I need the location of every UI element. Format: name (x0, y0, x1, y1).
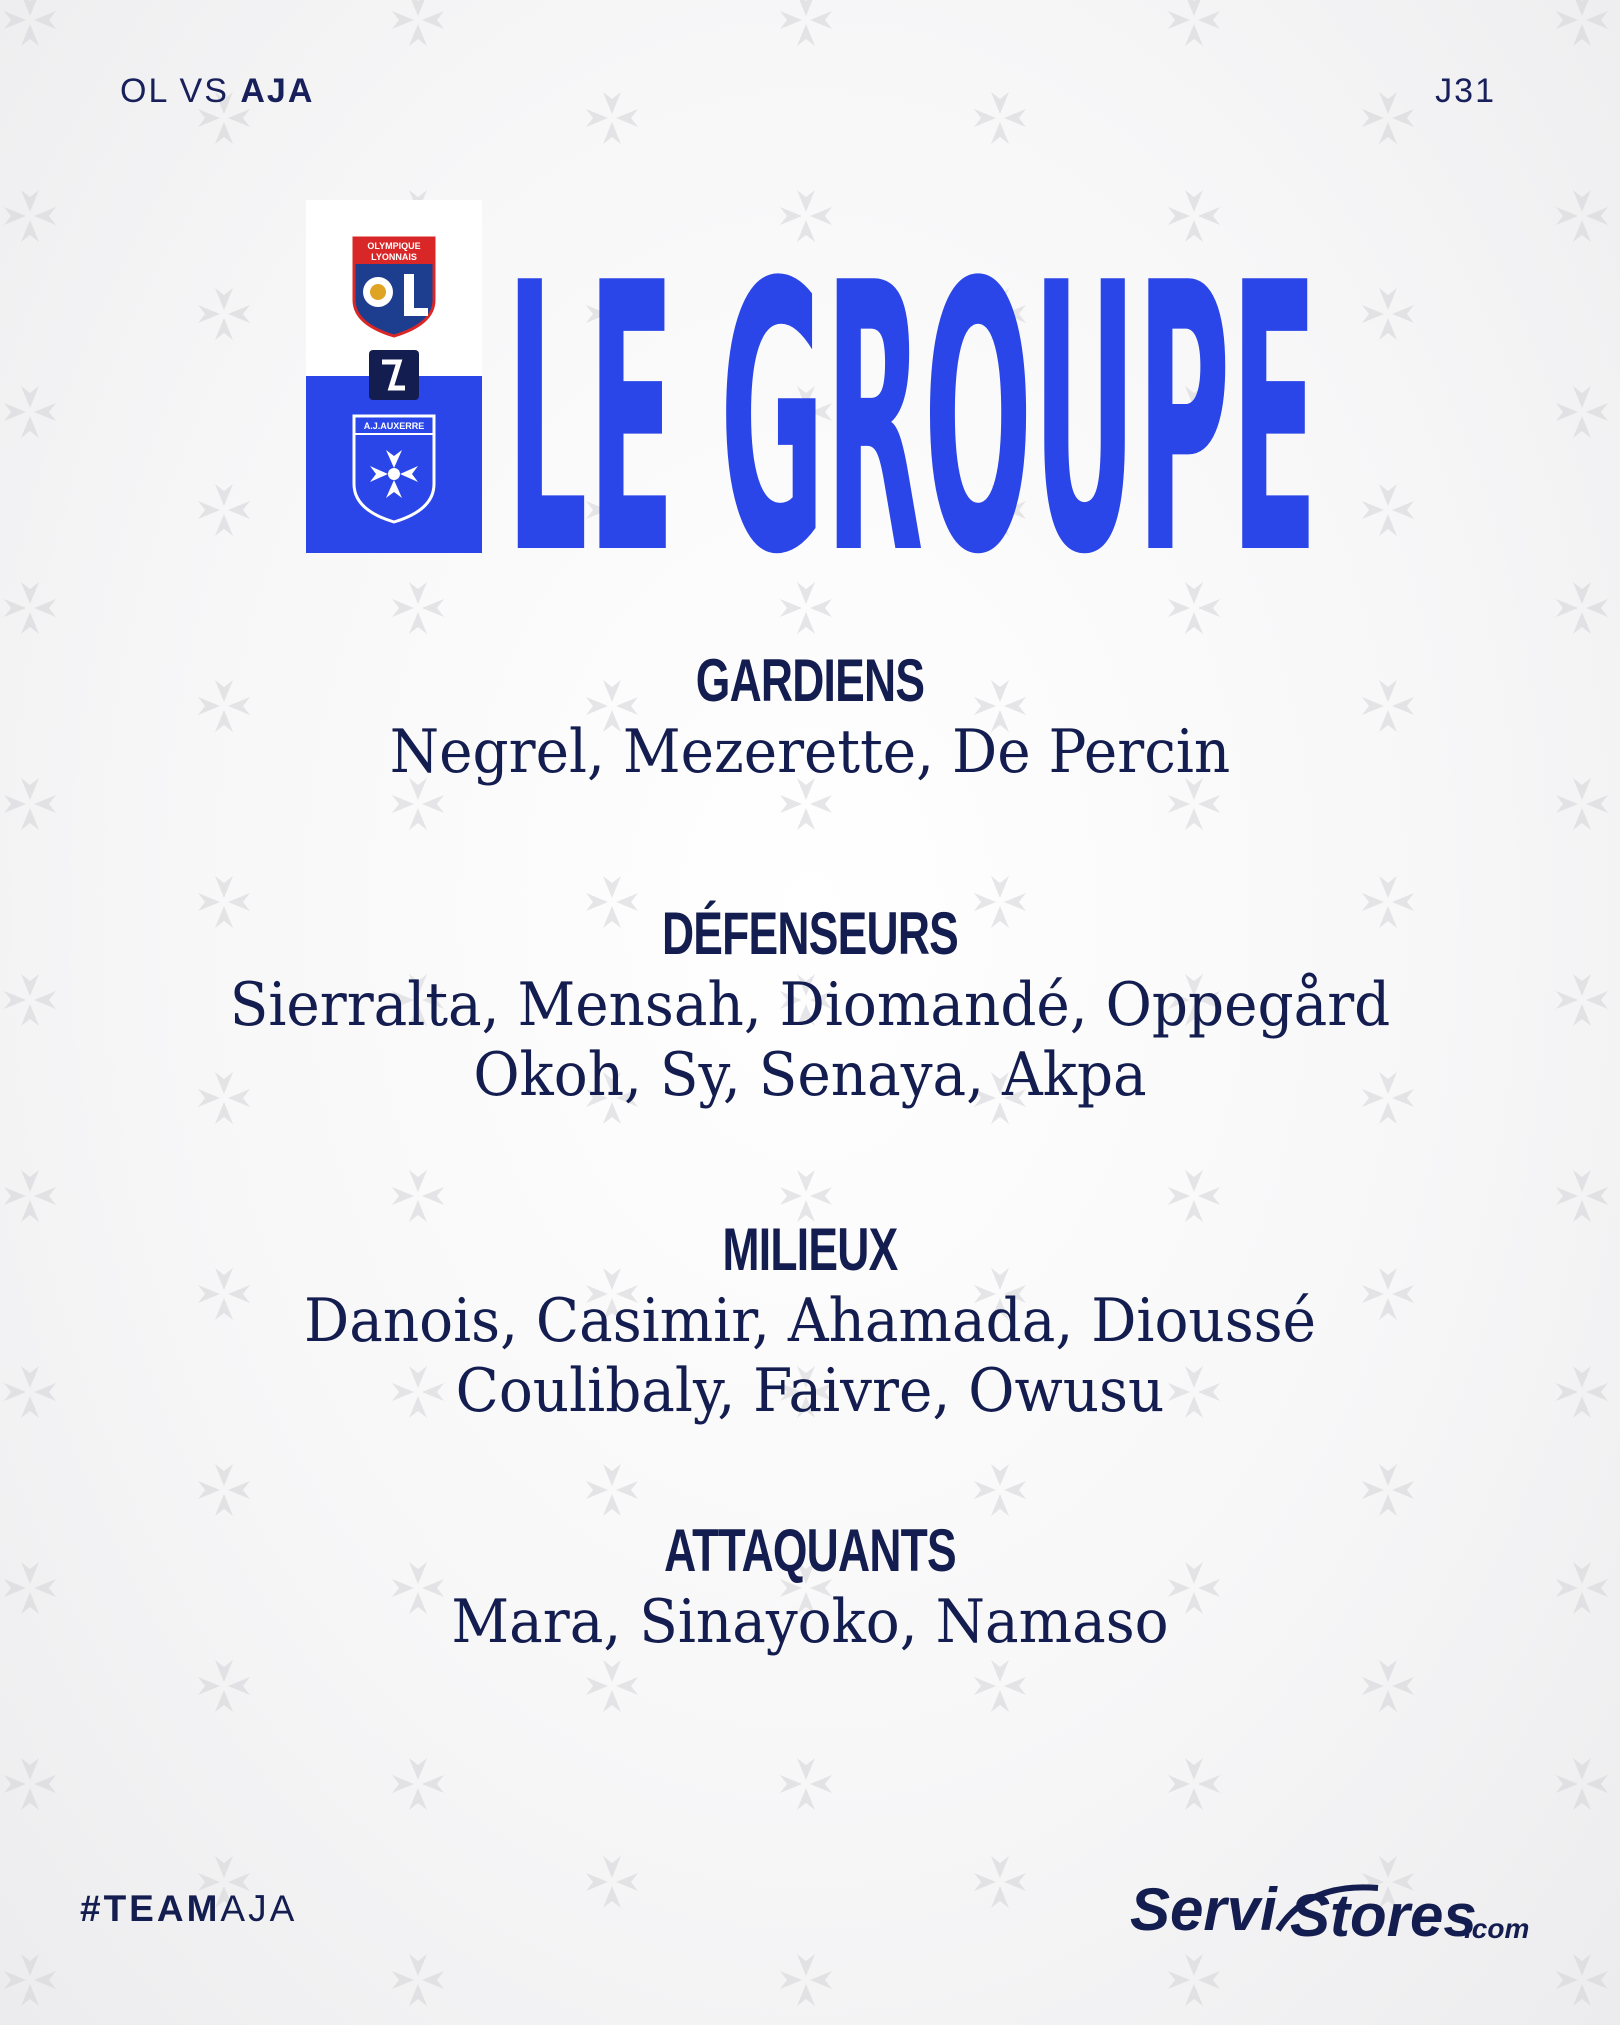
maltese-cross-icon (0, 380, 62, 444)
olympique-lyonnais-crest-icon (350, 234, 438, 338)
away-team-label: AJA (240, 72, 315, 110)
player-list-line: Mara, Sinayoko, Namaso (451, 1587, 1169, 1657)
maltese-cross-icon (192, 1654, 256, 1718)
maltese-cross-icon (774, 0, 838, 52)
maltese-cross-icon (1356, 1654, 1420, 1718)
section-defenseurs (0, 898, 1620, 1110)
maltese-cross-icon (192, 478, 256, 542)
maltese-cross-icon (386, 1948, 450, 2012)
maltese-cross-icon (580, 1654, 644, 1718)
maltese-cross-icon (1162, 1752, 1226, 1816)
section-heading: ATTAQUANTS (664, 1517, 956, 1584)
svg-text:A.J.AUXERRE: A.J.AUXERRE (363, 421, 425, 431)
maltese-cross-icon (1356, 478, 1420, 542)
maltese-cross-icon (968, 1850, 1032, 1914)
maltese-cross-icon (192, 282, 256, 346)
hashtag-bold: #TEAM (80, 1888, 221, 1929)
section-milieux (0, 1214, 1620, 1426)
maltese-cross-icon (1162, 0, 1226, 52)
maltese-cross-icon (1550, 0, 1614, 52)
section-gardiens (0, 645, 1620, 787)
section-attaquants (0, 1515, 1620, 1657)
section-heading: GARDIENS (695, 647, 925, 714)
round-label: J31 (1435, 72, 1496, 110)
section-heading: DÉFENSEURS (661, 900, 959, 967)
maltese-cross-icon (580, 1850, 644, 1914)
page-title-text: LE GROUPE (506, 206, 1318, 556)
sponsor-logo (1128, 1872, 1546, 1952)
maltese-cross-icon (386, 576, 450, 640)
maltese-cross-icon (0, 0, 62, 52)
maltese-cross-icon (1356, 282, 1420, 346)
maltese-cross-icon (774, 576, 838, 640)
match-badge (306, 200, 482, 553)
maltese-cross-icon (1550, 576, 1614, 640)
maltese-cross-icon (0, 1948, 62, 2012)
maltese-cross-icon (1550, 1752, 1614, 1816)
player-list-line: Negrel, Mezerette, De Percin (389, 717, 1231, 787)
player-list-line: Sierralta, Mensah, Diomandé, Oppegård (229, 970, 1391, 1040)
hashtag (80, 1888, 297, 1930)
maltese-cross-icon (386, 0, 450, 52)
match-label (120, 72, 314, 111)
svg-text:OLYMPIQUE: OLYMPIQUE (367, 241, 421, 251)
maltese-cross-icon (968, 1654, 1032, 1718)
maltese-cross-icon (1550, 184, 1614, 248)
section-heading: MILIEUX (722, 1216, 898, 1283)
home-team-label: OL VS (120, 72, 229, 110)
sponsor-word-1: Servi (1130, 1876, 1277, 1943)
hashtag-light: AJA (220, 1888, 298, 1929)
ligue-1-icon (367, 348, 421, 402)
maltese-cross-icon (192, 1458, 256, 1522)
maltese-cross-icon (1550, 380, 1614, 444)
sponsor-word-2: Stores (1290, 1882, 1477, 1949)
aj-auxerre-crest-icon (350, 412, 438, 524)
maltese-cross-icon (0, 1752, 62, 1816)
sponsor-suffix: .com (1464, 1913, 1530, 1944)
page-title (506, 196, 1326, 556)
maltese-cross-icon (1162, 576, 1226, 640)
maltese-cross-icon (1356, 1458, 1420, 1522)
svg-text:LYONNAIS: LYONNAIS (371, 252, 417, 262)
maltese-cross-icon (774, 1948, 838, 2012)
player-list-line: Danois, Casimir, Ahamada, Dioussé (303, 1286, 1317, 1356)
maltese-cross-icon (0, 576, 62, 640)
player-list-line: Coulibaly, Faivre, Owusu (455, 1356, 1165, 1426)
maltese-cross-icon (1550, 1948, 1614, 2012)
maltese-cross-icon (580, 1458, 644, 1522)
maltese-cross-icon (968, 1458, 1032, 1522)
player-list-line: Okoh, Sy, Senaya, Akpa (473, 1040, 1147, 1110)
maltese-cross-icon (774, 1752, 838, 1816)
maltese-cross-icon (1162, 1948, 1226, 2012)
maltese-cross-icon (0, 184, 62, 248)
top-bar (120, 72, 1496, 116)
maltese-cross-icon (386, 1752, 450, 1816)
